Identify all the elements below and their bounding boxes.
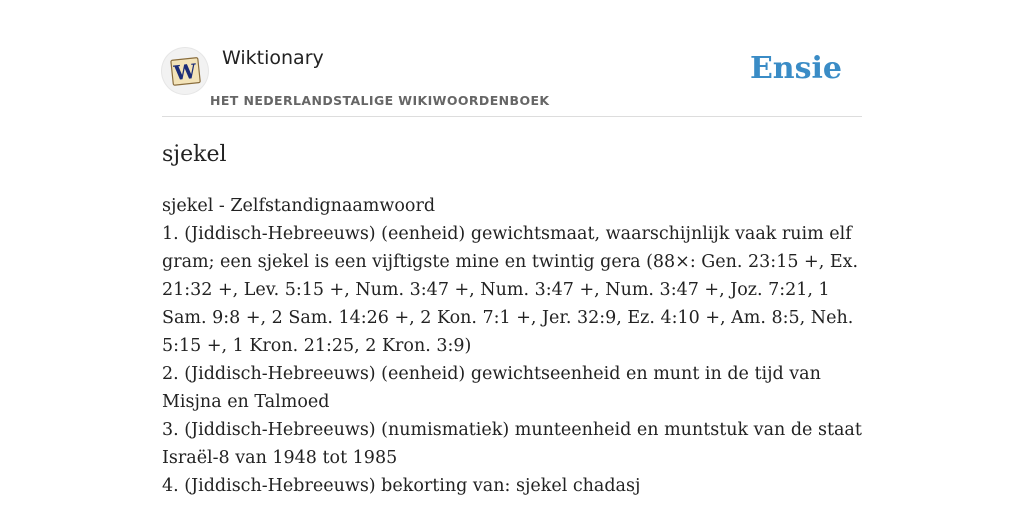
site-header — [162, 0, 862, 117]
site-tagline: HET NEDERLANDSTALIGE WIKIWOORDENBOEK — [210, 93, 550, 108]
definition-item: 4. (Jiddisch-Hebreeuws) bekorting van: sjekel chadasj — [162, 476, 641, 496]
svg-text:W: W — [172, 58, 198, 86]
brand-logo[interactable]: Ensie — [749, 51, 842, 86]
site-name[interactable]: Wiktionary — [222, 47, 324, 69]
page — [162, 0, 862, 496]
page-title: sjekel — [162, 142, 227, 167]
part-of-speech-line: sjekel - Zelfstandignaamwoord — [162, 196, 436, 216]
definition-item: 1. (Jiddisch-Hebreeuws) (eenheid) gewichtsmaat, waarschijnlijk vaak ruim elf gram; een sjekel is een vijftigste mine en twintig gera (88×: Gen. 23:15 +, Ex. 21:32 +, Lev. 5:15 +, Num. 3:47 +, Num. 3:47 +, Num. 3:47 +, Joz. 7:21, 1 Sam. 9:8 +, 2 Sam. 14:26 +, 2 Kon. 7:1 +, Jer. 32:9, Ez. 4:10 +, Am. 8:5, Neh. 5:15 +, 1 Kron. 21:25, 2 Kron. 3:9) — [162, 224, 859, 356]
definition-item: 3. (Jiddisch-Hebreeuws) (numismatiek) munteenheid en muntstuk van de staat Israël-8 van 1948 tot 1985 — [162, 420, 862, 468]
entry-content — [162, 192, 862, 500]
definition-item: 2. (Jiddisch-Hebreeuws) (eenheid) gewichtseenheid en munt in de tijd van Misjna en Talmoed — [162, 364, 821, 412]
wiktionary-logo-icon[interactable] — [162, 48, 208, 94]
